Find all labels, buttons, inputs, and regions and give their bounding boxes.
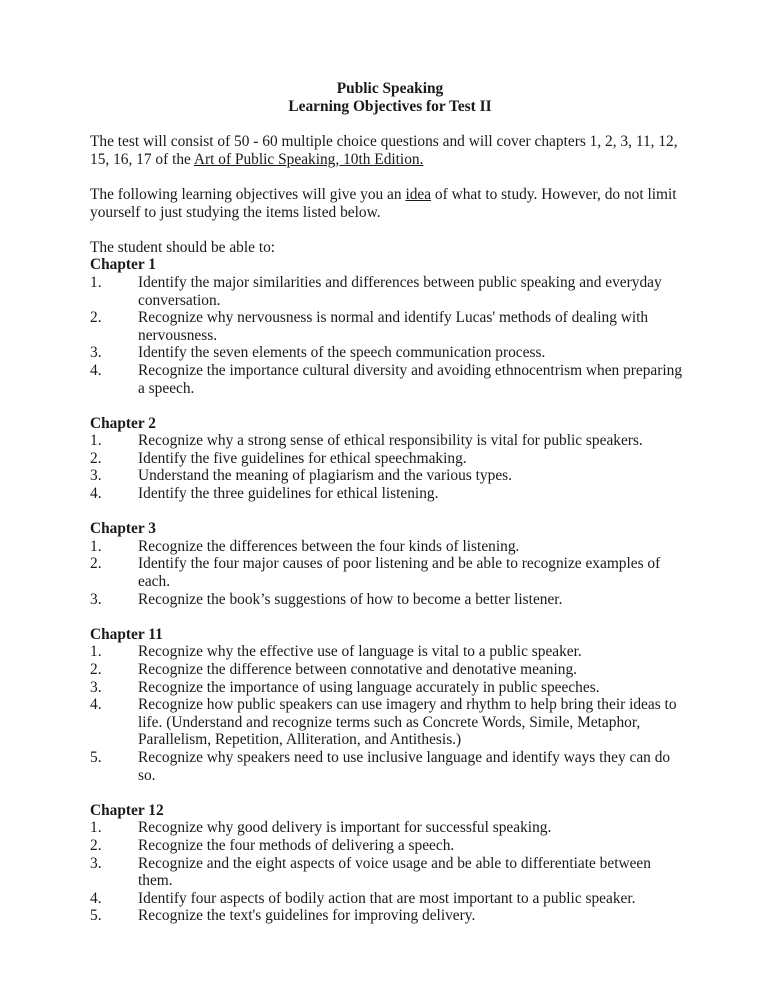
item-text: Identify the five guidelines for ethical speechmaking. bbox=[138, 449, 467, 467]
intro-text: The test will consist of 50 - 60 multiple choice questions and will cover chapters 1, 2, 3, 11, 12, 15, 16, 17 of the bbox=[90, 133, 678, 168]
objectives-list bbox=[90, 274, 688, 397]
item-number: 4. bbox=[90, 696, 102, 714]
item-text: Identify the major similarities and differences between public speaking and everyday conversation. bbox=[138, 273, 662, 309]
chapter-section bbox=[90, 520, 688, 608]
list-item bbox=[90, 749, 688, 784]
item-text: Recognize why speakers need to use inclusive language and identify ways they can do so. bbox=[138, 748, 671, 784]
chapter-title: Chapter 12 bbox=[90, 801, 164, 819]
item-number: 2. bbox=[90, 836, 102, 854]
item-number: 1. bbox=[90, 819, 102, 837]
guidance-text-after: of what to study. However, do not limit yourself to just studying the items listed below. bbox=[90, 185, 677, 221]
item-text: Identify the seven elements of the speech communication process. bbox=[138, 344, 546, 362]
item-text: Recognize why nervousness is normal and identify Lucas' methods of dealing with nervousness. bbox=[138, 309, 649, 344]
item-number: 2. bbox=[90, 555, 102, 573]
item-text: Recognize the text's guidelines for improving delivery. bbox=[138, 907, 476, 925]
item-number: 4. bbox=[90, 485, 102, 503]
objectives-list bbox=[90, 538, 688, 608]
item-number: 5. bbox=[90, 748, 102, 766]
item-text: Identify four aspects of bodily action that are most important to a public speaker. bbox=[138, 889, 636, 907]
item-text: Recognize why the effective use of language is vital to a public speaker. bbox=[138, 643, 582, 661]
guidance-emphasis: idea bbox=[405, 185, 432, 203]
chapter-title: Chapter 2 bbox=[90, 414, 156, 432]
document-header bbox=[90, 80, 688, 115]
list-item bbox=[90, 485, 688, 503]
list-item bbox=[90, 538, 688, 556]
objectives-list bbox=[90, 432, 688, 502]
item-number: 2. bbox=[90, 309, 102, 327]
item-text: Recognize the four methods of delivering a speech. bbox=[138, 836, 455, 854]
list-item bbox=[90, 309, 688, 344]
book-title: Art of Public Speaking, 10th Edition. bbox=[193, 150, 424, 168]
chapter-section bbox=[90, 415, 688, 503]
item-text: Recognize the difference between connotative and denotative meaning. bbox=[138, 661, 578, 678]
item-number: 1. bbox=[90, 273, 102, 291]
item-text: Recognize the importance cultural diversity and avoiding ethnocentrism when preparing a speech. bbox=[138, 361, 683, 397]
objectives-list bbox=[90, 643, 688, 784]
document-title: Public Speaking bbox=[336, 80, 444, 97]
list-item bbox=[90, 467, 688, 485]
item-number: 3. bbox=[90, 678, 102, 696]
chapter-section bbox=[90, 802, 688, 925]
item-number: 1. bbox=[90, 537, 102, 555]
list-item bbox=[90, 696, 688, 749]
item-number: 4. bbox=[90, 889, 102, 907]
item-text: Recognize the book’s suggestions of how to become a better listener. bbox=[138, 590, 563, 608]
list-item bbox=[90, 661, 688, 679]
document-subtitle: Learning Objectives for Test II bbox=[288, 97, 492, 115]
item-number: 2. bbox=[90, 449, 102, 467]
chapter-section bbox=[90, 256, 688, 397]
list-item bbox=[90, 591, 688, 609]
item-text: Recognize why good delivery is important for successful speaking. bbox=[138, 819, 552, 837]
chapter-title: Chapter 3 bbox=[90, 520, 156, 538]
item-text: Identify the three guidelines for ethical listening. bbox=[138, 485, 439, 503]
list-item bbox=[90, 643, 688, 661]
item-number: 3. bbox=[90, 590, 102, 608]
guidance-text-before: The following learning objectives will give you an bbox=[90, 185, 406, 203]
list-item bbox=[90, 855, 688, 890]
guidance-paragraph bbox=[90, 186, 688, 221]
list-item bbox=[90, 819, 688, 837]
item-text: Recognize and the eight aspects of voice usage and be able to differentiate between them. bbox=[138, 854, 651, 890]
item-text: Understand the meaning of plagiarism and the various types. bbox=[138, 467, 512, 485]
item-text: Identify the four major causes of poor listening and be able to recognize examples of each. bbox=[138, 555, 661, 591]
item-text: Recognize how public speakers can use imagery and rhythm to help bring their ideas to life. (Understand and recognize terms such as Concrete Words, Simile, Metaphor, Parallelism, Repetition, Alliteration, and Antithesis.) bbox=[138, 696, 677, 749]
item-number: 1. bbox=[90, 643, 102, 661]
item-number: 1. bbox=[90, 432, 102, 450]
list-item bbox=[90, 362, 688, 397]
chapter-section bbox=[90, 626, 688, 784]
list-item bbox=[90, 890, 688, 908]
list-item bbox=[90, 274, 688, 309]
intro-paragraph bbox=[90, 133, 688, 168]
list-item bbox=[90, 555, 688, 590]
list-item bbox=[90, 837, 688, 855]
list-item bbox=[90, 679, 688, 697]
item-text: Recognize the importance of using language accurately in public speeches. bbox=[138, 678, 600, 696]
item-number: 5. bbox=[90, 907, 102, 925]
list-item bbox=[90, 344, 688, 362]
lead-in: The student should be able to: bbox=[90, 238, 276, 256]
chapter-title: Chapter 11 bbox=[90, 625, 163, 643]
chapter-title: Chapter 1 bbox=[90, 256, 156, 274]
list-item bbox=[90, 432, 688, 450]
item-number: 2. bbox=[90, 661, 102, 678]
item-number: 3. bbox=[90, 467, 102, 485]
item-text: Recognize the differences between the four kinds of listening. bbox=[138, 537, 520, 555]
list-item bbox=[90, 907, 688, 925]
item-text: Recognize why a strong sense of ethical responsibility is vital for public speakers. bbox=[138, 432, 643, 450]
item-number: 3. bbox=[90, 854, 102, 872]
item-number: 3. bbox=[90, 344, 102, 362]
list-item bbox=[90, 450, 688, 468]
objectives-list bbox=[90, 819, 688, 925]
item-number: 4. bbox=[90, 361, 102, 379]
